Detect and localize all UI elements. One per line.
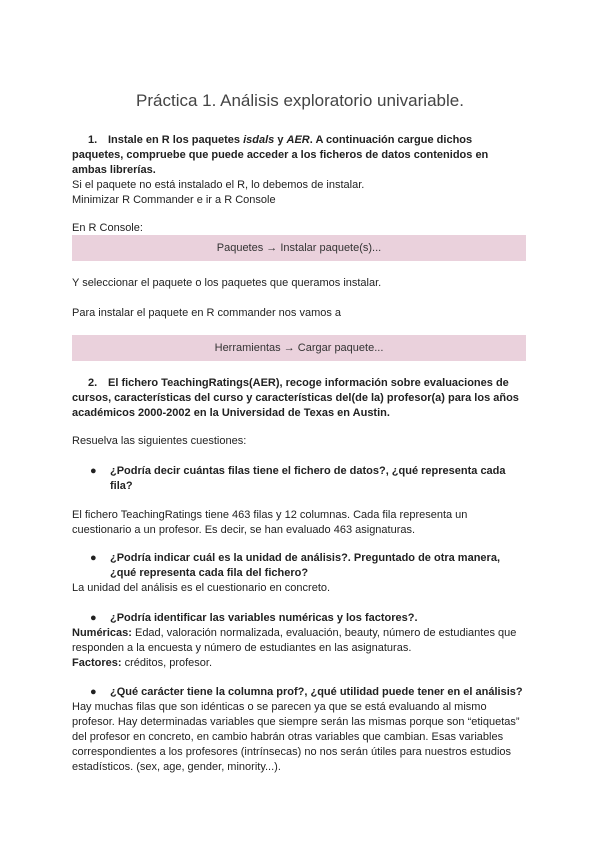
package-isdals: isdals: [243, 134, 275, 146]
numeric-text-line2: responden a la encuesta y número de estudiantes en las asignaturas.: [72, 642, 412, 654]
factors-label: Factores:: [72, 657, 122, 669]
section2-heading-line3: académicos 2000-2002 en la Universidad de Texas en Austin.: [72, 407, 390, 419]
resuelva-label: Resuelva las siguientes cuestiones:: [72, 435, 247, 447]
select-packages-note: Y seleccionar el paquete o los paquetes que queramos instalar.: [72, 277, 382, 289]
answer-prof-line5: estadísticos. (sex, age, gender, minority...).: [72, 761, 281, 773]
numeric-label: Numéricas:: [72, 627, 132, 639]
section1-heading-line3: ambas librerías.: [72, 164, 156, 176]
question-variables: [72, 611, 528, 626]
question-prof-text: ¿Qué carácter tiene la columna prof?, ¿qué utilidad puede tener en el análisis?: [110, 686, 523, 698]
section2-heading-line1: El fichero TeachingRatings(AER), recoge información sobre evaluaciones de: [108, 377, 509, 389]
question-rows-line2: fila?: [110, 480, 133, 492]
numeric-text-line1: Edad, valoración normalizada, evaluación, beauty, número de estudiantes que: [131, 627, 517, 639]
question-unit-line2: ¿qué representa cada fila del fichero?: [110, 567, 309, 579]
section2-heading: [72, 376, 528, 421]
section1-heading: [72, 133, 528, 178]
menu-path-install-packages: Paquetes → Instalar paquete(s)...: [72, 235, 526, 261]
section1-number: 1.: [88, 134, 98, 146]
menu-path-load-package: Herramientas → Cargar paquete...: [72, 335, 526, 361]
section1-heading-text-a: Instale en R los paquetes: [108, 134, 244, 146]
question-rows-line1: ¿Podría decir cuántas filas tiene el fichero de datos?, ¿qué representa cada: [110, 465, 506, 477]
section1-heading-line2: paquetes, compruebe que puede acceder a los ficheros de datos contenidos en: [72, 149, 489, 161]
section2-heading-line2: cursos, características del curso y características del(de la) profesor(a) para los años: [72, 392, 519, 404]
rcommander-label: Para instalar el paquete en R commander nos vamos a: [72, 307, 342, 319]
minimize-note: Minimizar R Commander e ir a R Console: [72, 194, 276, 206]
answer-prof-line2: profesor. Hay determinadas variables que siempre serán las mismas porque son “etiquetas”: [72, 716, 520, 728]
console-label: En R Console:: [72, 222, 143, 234]
package-aer: AER: [286, 134, 310, 146]
answer-prof: [72, 700, 528, 775]
page-title: Práctica 1. Análisis exploratorio univariable.: [136, 91, 464, 110]
section1-heading-text-b: . A continuación cargue dichos: [309, 134, 473, 146]
bullet-icon: ●: [90, 552, 97, 564]
question-unit: [72, 551, 528, 581]
answer-prof-line1: Hay muchas filas que son idénticas o se parecen ya que se está evaluando al mismo: [72, 701, 487, 713]
section2-number: 2.: [88, 377, 98, 389]
question-unit-line1: ¿Podría indicar cuál es la unidad de análisis?. Preguntado de otra manera,: [110, 552, 500, 564]
bullet-icon: ●: [90, 612, 97, 624]
question-variables-text: ¿Podría identificar las variables numéricas y los factores?.: [110, 612, 418, 624]
section1-instructions: [72, 178, 528, 208]
answer-rows-line1: El fichero TeachingRatings tiene 463 filas y 12 columnas. Cada fila representa un: [72, 509, 468, 521]
install-note: Si el paquete no está instalado el R, lo debemos de instalar.: [72, 179, 365, 191]
question-prof: [72, 685, 528, 700]
bullet-icon: ●: [90, 686, 97, 698]
answer-prof-line3: del profesor en concreto, en cambio habrán otras variables que cambian. Esas variables: [72, 731, 504, 743]
answer-rows: [72, 508, 528, 538]
answer-prof-line4: correspondientes a los profesores (intrínsecas) no nos serán útiles para nuestros estudios: [72, 746, 512, 758]
bullet-icon: ●: [90, 465, 97, 477]
answer-variables: [72, 626, 528, 671]
factors-text: créditos, profesor.: [121, 657, 213, 669]
answer-rows-line2: cuestionario a un profesor. Es decir, se han evaluado 463 asignaturas.: [72, 524, 416, 536]
answer-unit: La unidad del análisis es el cuestionario en concreto.: [72, 582, 331, 594]
question-rows: [72, 464, 528, 494]
section1-heading-and: y: [274, 134, 287, 146]
